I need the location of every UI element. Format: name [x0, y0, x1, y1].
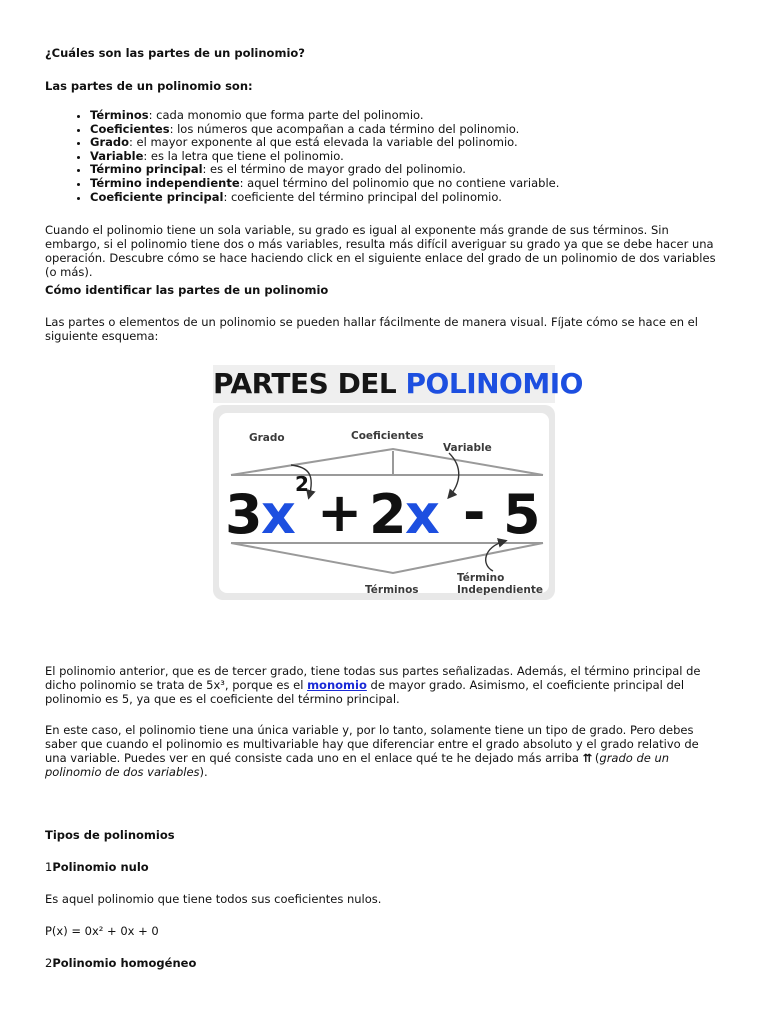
coef-2: 2	[369, 483, 407, 546]
section-heading-parts-question: ¿Cuáles son las partes de un polinomio?	[45, 46, 305, 60]
paragraph-analysis: El polinomio anterior, que es de tercer grado, tiene todas sus partes señalizadas. Además, el término principal de dicho polinomio se trata de 5x³, porque es el monomio de mayor grado. Asimismo, el coeficiente principal del polinomio es 5, ya que es el coeficiente del término principal.	[45, 664, 701, 706]
section-heading-types: Tipos de polinomios	[45, 828, 175, 842]
minus-sign: -	[463, 481, 486, 544]
paragraph-multivariable: En este caso, el polinomio tiene una única variable y, por lo tanto, solamente tiene un tipo de grado. Pero debes saber que cuando el polinomio es multivariable hay que diferenciar entre el grado absoluto y el grado relativo de una variable. Puedes ver en qué consiste cada uno en el enlace qué te he dejado más arriba ⇈ (grado de un polinomio de dos variables).	[45, 723, 699, 779]
list-item: • Términos: cada monomio que forma parte del polinomio.	[90, 109, 559, 123]
list-item: • Coeficiente principal: coeficiente del término principal del polinomio.	[90, 191, 559, 205]
section-heading-identify: Cómo identificar las partes de un polinomio	[45, 283, 329, 297]
label-independiente: Independiente	[457, 584, 543, 596]
bottom-bracket	[231, 543, 543, 573]
label-grado: Grado	[249, 432, 285, 444]
list-item: • Coeficientes: los números que acompañan a cada término del polinomio.	[90, 123, 559, 137]
exponent-2: 2	[295, 472, 309, 496]
polynomial-parts-diagram	[168, 365, 583, 602]
section-heading-parts-list: Las partes de un polinomio son:	[45, 79, 253, 93]
variable-x2: x	[405, 483, 440, 546]
top-bracket	[231, 449, 543, 475]
type-desc-nulo: Es aquel polinomio que tiene todos sus coeficientes nulos.	[45, 892, 382, 906]
list-item: • Variable: es la letra que tiene el polinomio.	[90, 150, 559, 164]
diagram-title: PARTES DEL POLINOMIO	[213, 365, 555, 403]
variable-x1: x	[261, 483, 296, 546]
type-heading-homogeneo: 2Polinomio homogéneo	[45, 956, 197, 970]
list-item: • Término independiente: aquel término del polinomio que no contiene variable.	[90, 177, 559, 191]
list-item: • Término principal: es el término de mayor grado del polinomio.	[90, 163, 559, 177]
paragraph-visual: Las partes o elementos de un polinomio se pueden hallar fácilmente de manera visual. Fíjate cómo se hace en el siguiente esquema:	[45, 315, 698, 343]
formula-nulo: P(x) = 0x² + 0x + 0	[45, 924, 159, 938]
monomio-link[interactable]: monomio	[307, 678, 367, 692]
diagram-svg	[213, 405, 555, 600]
paragraph-degree: Cuando el polinomio tiene un sola variable, su grado es igual al exponente más grande de sus términos. Sin embargo, si el polinomio tiene dos o más variables, resulta más difícil averiguar su grado ya que se debe hacer una operación. Descubre cómo se hace haciendo click en el siguiente enlace del grado de un polinomio de dos variables (o más).	[45, 223, 716, 279]
label-terminos: Términos	[365, 584, 419, 596]
parts-list	[45, 109, 559, 204]
constant-5: 5	[503, 483, 541, 546]
type-heading-nulo: 1Polinomio nulo	[45, 860, 149, 874]
label-variable: Variable	[443, 442, 492, 454]
coef-3: 3	[225, 483, 263, 546]
list-item: • Grado: el mayor exponente al que está elevada la variable del polinomio.	[90, 136, 559, 150]
double-up-arrow-icon: ⇈	[582, 751, 592, 765]
label-coeficientes: Coeficientes	[351, 430, 424, 442]
plus-sign: +	[317, 481, 363, 544]
label-termino: Término	[457, 572, 505, 584]
